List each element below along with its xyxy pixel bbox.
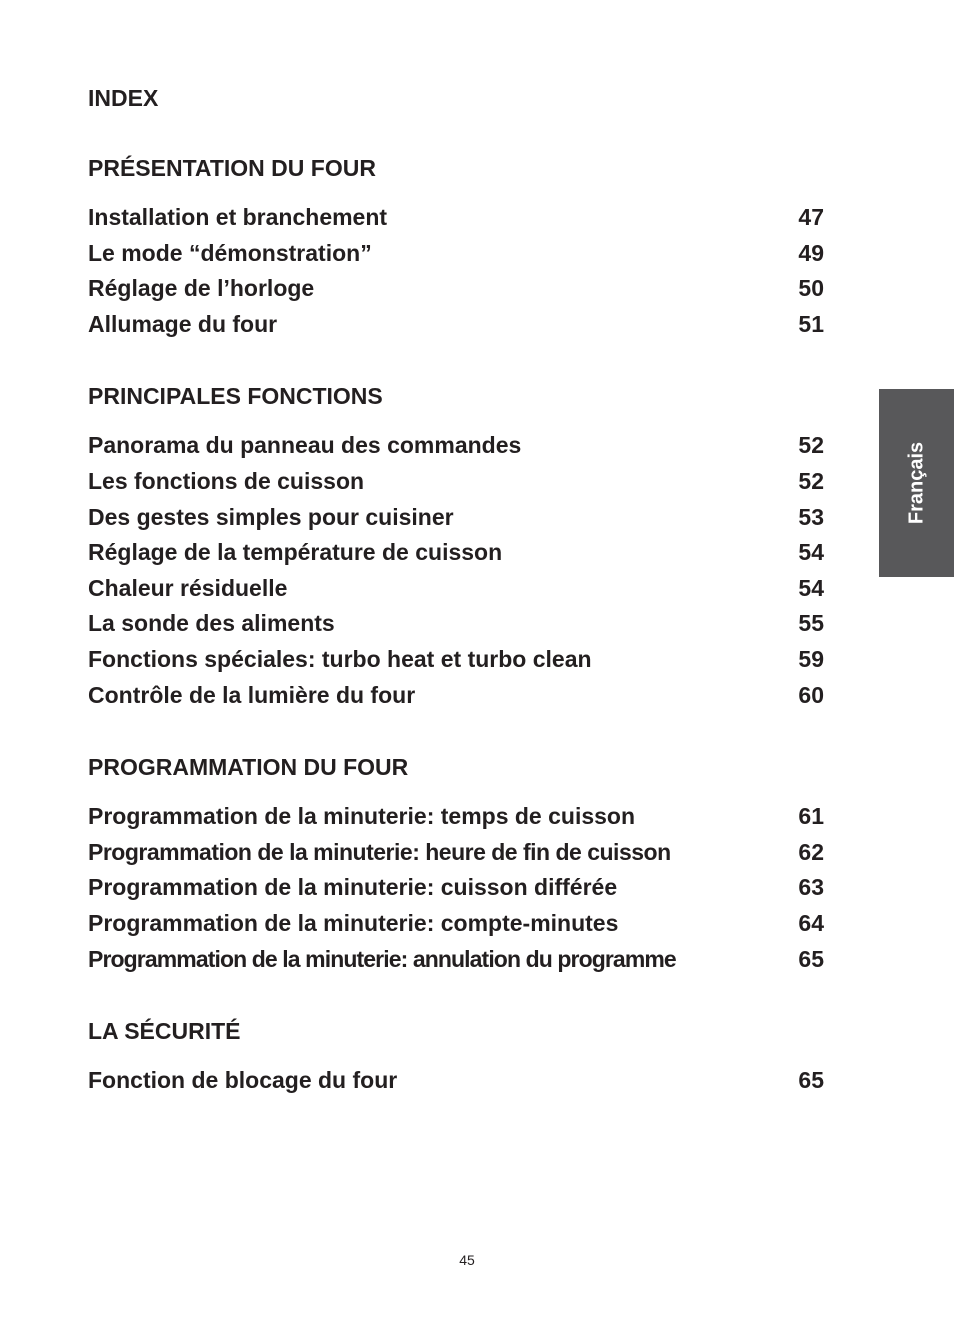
toc-entry-label: Programmation de la minuterie: temps de cuisson [88, 803, 636, 830]
toc-entry-page: 60 [798, 681, 824, 708]
toc-entry[interactable] [88, 942, 824, 978]
toc-entry-page: 52 [798, 432, 824, 459]
toc-entry[interactable] [88, 870, 824, 906]
toc-entry[interactable] [88, 200, 824, 236]
toc-entry-page: 55 [798, 610, 824, 637]
toc-entry-label: Réglage de l’horloge [88, 275, 315, 302]
toc-entry[interactable] [88, 500, 824, 536]
toc-section-presentation [88, 152, 824, 342]
toc-entry-page: 47 [798, 204, 824, 230]
toc-entry-page: 51 [798, 310, 824, 337]
toc-entry[interactable] [88, 571, 824, 607]
toc-entry-label: Le mode “démonstration” [88, 239, 372, 266]
toc-entry-page: 52 [798, 467, 824, 494]
toc-entry-page: 63 [798, 874, 824, 901]
section-title: PRINCIPALES FONCTIONS [88, 383, 383, 410]
toc-entry-page: 50 [798, 275, 824, 302]
toc-entry-label: Programmation de la minuterie: annulation du programme [88, 945, 676, 972]
toc-entry[interactable] [88, 428, 824, 464]
language-tab [879, 389, 954, 577]
toc-entry-label: Des gestes simples pour cuisiner [88, 503, 454, 530]
toc-entry[interactable] [88, 236, 824, 272]
toc-entry-label: Contrôle de la lumière du four [88, 681, 416, 708]
language-tab-label: Français [905, 441, 927, 525]
toc-entry-label: Installation et branchement [88, 204, 388, 230]
toc-entry[interactable] [88, 835, 824, 871]
toc-section-programmation [88, 751, 824, 977]
toc-entry-label: Réglage de la température de cuisson [88, 539, 503, 566]
section-title: PROGRAMMATION DU FOUR [88, 754, 409, 781]
section-title: LA SÉCURITÉ [88, 1018, 241, 1045]
toc-entry-label: Chaleur résiduelle [88, 574, 288, 601]
toc-entry[interactable] [88, 799, 824, 835]
toc-entry-page: 49 [798, 239, 824, 266]
toc-entry[interactable] [88, 535, 824, 571]
section-title: PRÉSENTATION DU FOUR [88, 155, 376, 181]
toc-entry[interactable] [88, 678, 824, 714]
toc-entry-label: Programmation de la minuterie: cuisson différée [88, 874, 618, 901]
toc-entry-page: 54 [798, 574, 824, 601]
toc-entry-page: 59 [798, 645, 824, 672]
toc-entry-label: Allumage du four [88, 310, 278, 337]
toc-entry[interactable] [88, 906, 824, 942]
toc-entry[interactable] [88, 642, 824, 678]
toc-entry-label: Les fonctions de cuisson [88, 467, 365, 494]
toc-entry-page: 61 [798, 803, 824, 830]
page-number: 45 [459, 1252, 475, 1268]
toc-entry-page: 65 [798, 1067, 824, 1094]
toc-entry-page: 62 [798, 838, 824, 865]
toc-entry-page: 54 [798, 539, 824, 566]
toc-entry-label: Fonctions spéciales: turbo heat et turbo clean [88, 645, 592, 672]
toc-entry-label: La sonde des aliments [88, 610, 335, 637]
toc-entry[interactable] [88, 606, 824, 642]
toc-entry-page: 65 [798, 945, 824, 972]
toc-entry-label: Programmation de la minuterie: heure de fin de cuisson [88, 838, 671, 865]
index-title: INDEX [88, 85, 159, 111]
toc-section-principales-fonctions [88, 380, 824, 713]
toc-entry-page: 53 [798, 503, 824, 530]
toc-entry-label: Programmation de la minuterie: compte-minutes [88, 909, 619, 936]
toc-entry-page: 64 [798, 909, 824, 936]
toc-entry-label: Panorama du panneau des commandes [88, 432, 522, 459]
table-of-contents [88, 82, 824, 1137]
toc-section-securite [88, 1015, 824, 1099]
toc-entry[interactable] [88, 464, 824, 500]
toc-entry[interactable] [88, 307, 824, 343]
toc-entry-label: Fonction de blocage du four [88, 1067, 398, 1094]
toc-entry[interactable] [88, 271, 824, 307]
toc-entry[interactable] [88, 1063, 824, 1099]
